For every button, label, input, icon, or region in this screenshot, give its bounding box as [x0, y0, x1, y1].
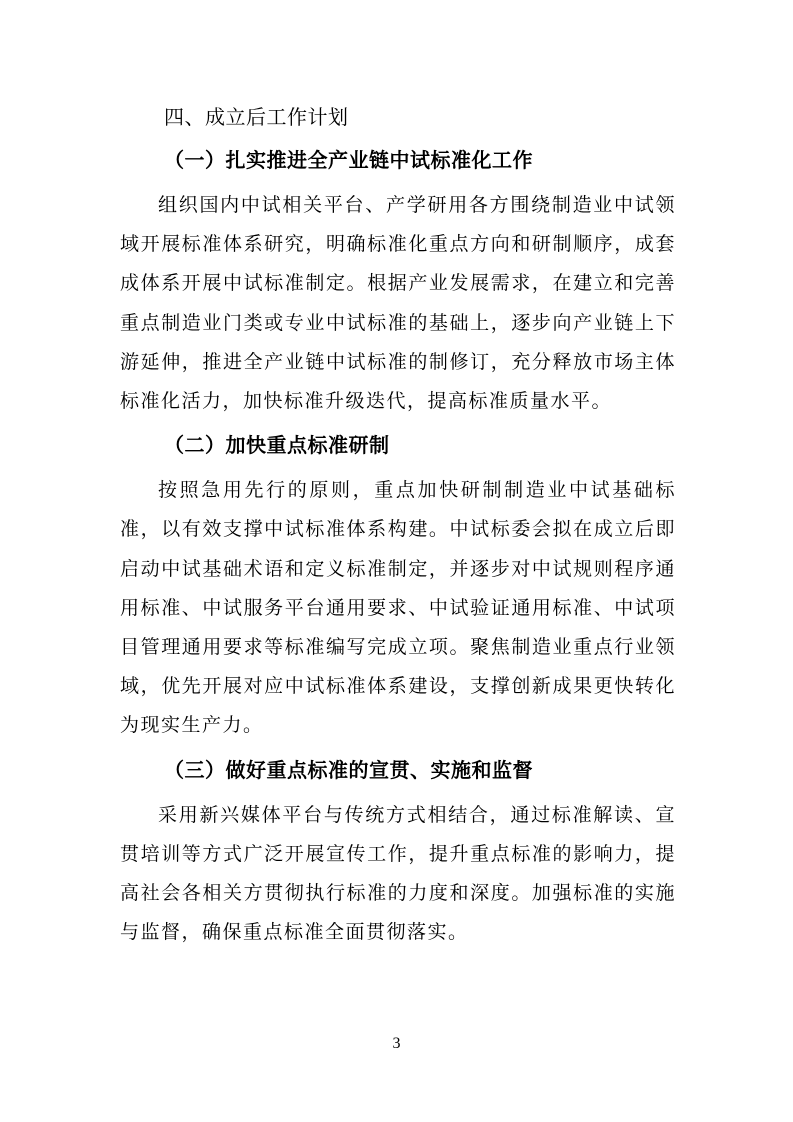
subsection-heading-3: （三）做好重点标准的宣贯、实施和监督: [164, 757, 533, 782]
subsection-paragraph-3: 采用新兴媒体平台与传统方式相结合，通过标准解读、宣贯培训等方式广泛开展宣传工作，提升重点标准的影响力，提高社会各相关方贯彻执行标准的力度和深度。加强标准的实施与监督，确保重点标准全面贯彻落实。: [120, 803, 676, 944]
subsection-heading-1: （一）扎实推进全产业链中试标准化工作: [164, 148, 533, 172]
section-title: 四、成立后工作计划: [164, 105, 349, 129]
page-number: 3: [392, 1035, 401, 1052]
subsection-paragraph-2: 按照急用先行的原则，重点加快研制制造业中试基础标准，以有效支撑中试标准体系构建。中试标委会拟在成立后即启动中试基础术语和定义标准制定，并逐步对中试规则程序通用标准、中试服务平台通用要求、中试验证通用标准、中试项目管理通用要求等标准编写完成立项。聚焦制造业重点行业领域，优先开展对应中试标准体系建设，支撑创新成果更快转化为现实生产力。: [120, 479, 676, 737]
subsection-heading-2: （二）加快重点标准研制: [164, 433, 390, 458]
subsection-paragraph-1: 组织国内中试相关平台、产学研用各方围绕制造业中试领域开展标准体系研究，明确标准化重点方向和研制顺序，成套成体系开展中试标准制定。根据产业发展需求，在建立和完善重点制造业门类或专业中试标准的基础上，逐步向产业链上下游延伸，推进全产业链中试标准的制修订，充分释放市场主体标准化活力，加快标准升级迭代，提高标准质量水平。: [120, 194, 676, 413]
page-content: [120, 102, 676, 961]
